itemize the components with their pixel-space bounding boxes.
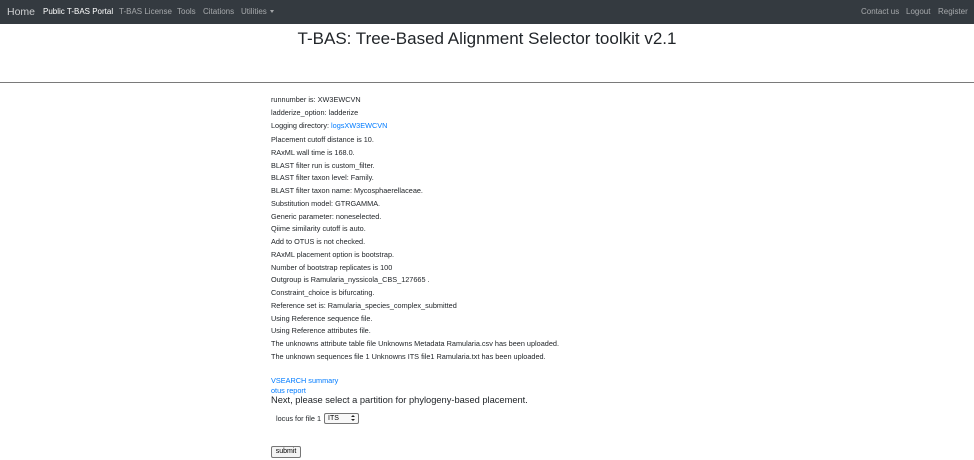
nav-logout-link[interactable]: Logout (906, 7, 931, 16)
nav-license-link[interactable]: T-BAS License (119, 7, 172, 16)
info-line: Substitution model: GTRGAMMA. (271, 199, 381, 208)
info-line: Reference set is: Ramularia_species_complex_submitted (271, 301, 457, 310)
info-line: Number of bootstrap replicates is 100 (271, 262, 393, 272)
nav-utilities-label: Utilities (241, 7, 267, 16)
logging-directory-link[interactable]: logsXW3EWCVN (331, 121, 388, 130)
info-line: Outgroup is Ramularia_nyssicola_CBS_127665 . (271, 275, 430, 284)
caret-down-icon (270, 10, 274, 13)
top-navbar (0, 0, 974, 24)
locus-select-value: ITS (328, 415, 339, 422)
info-line: RAxML wall time is 168.0. (271, 148, 355, 157)
info-line: BLAST filter run is custom_filter. (271, 160, 375, 170)
vsearch-summary-link[interactable]: VSEARCH summary (271, 376, 339, 385)
info-line: Add to OTUS is not checked. (271, 237, 366, 246)
nav-utilities-dropdown[interactable] (241, 0, 274, 24)
divider (0, 82, 974, 83)
logging-directory-line (271, 121, 387, 131)
nav-citations-link[interactable]: Citations (203, 7, 235, 16)
logging-directory-label: Logging directory: (271, 121, 332, 130)
partition-prompt: Next, please select a partition for phylogeny-based placement. (271, 395, 528, 405)
page-title: T-BAS: Tree-Based Alignment Selector toolkit v2.1 (297, 29, 677, 48)
nav-register-link[interactable]: Register (938, 7, 968, 16)
info-line: Using Reference sequence file. (271, 313, 373, 323)
runnumber-text: runnumber is: XW3EWCVN (271, 95, 361, 104)
nav-tools-link[interactable]: Tools (177, 7, 196, 16)
nav-public-portal-link[interactable]: Public T-BAS Portal (43, 7, 114, 16)
nav-home-link[interactable]: Home (7, 6, 36, 18)
select-arrows-icon (351, 415, 356, 422)
info-line: RAxML placement option is bootstrap. (271, 250, 395, 259)
info-line: Placement cutoff distance is 10. (271, 135, 374, 144)
info-line: Qiime similarity cutoff is auto. (271, 224, 366, 233)
info-line: Using Reference attributes file. (271, 326, 371, 335)
ladderize-text: ladderize_option: ladderize (271, 108, 359, 117)
info-line: BLAST filter taxon level: Family. (271, 173, 374, 182)
info-line: Constraint_choice is bifurcating. (271, 288, 375, 297)
info-line: The unknown sequences file 1 Unknowns ITS file1 Ramularia.txt has been uploaded. (271, 351, 546, 361)
locus-select[interactable] (324, 413, 359, 424)
nav-contact-link[interactable]: Contact us (861, 7, 900, 16)
info-line: The unknowns attribute table file Unknowns Metadata Ramularia.csv has been uploaded. (271, 339, 559, 348)
info-line: BLAST filter taxon name: Mycosphaerellaceae. (271, 186, 423, 195)
info-line: Generic parameter: noneselected. (271, 211, 382, 221)
otus-report-link[interactable]: otus report (271, 386, 306, 395)
submit-button[interactable]: submit (271, 446, 301, 458)
locus-label: locus for file 1 (276, 414, 322, 423)
